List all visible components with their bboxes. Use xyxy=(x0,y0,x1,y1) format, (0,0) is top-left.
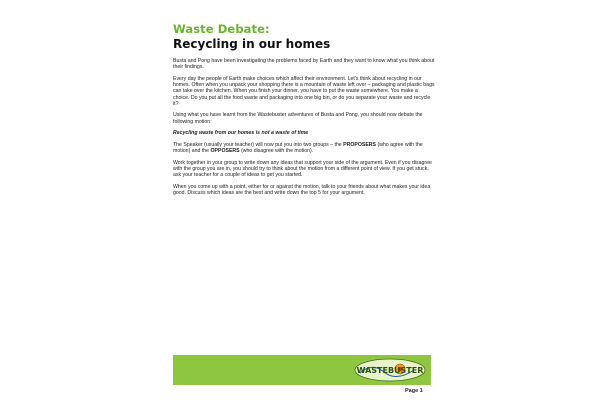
page-number: Page 1 xyxy=(405,388,423,394)
debate-motion: Recycling waste from our homes is not a waste of time xyxy=(173,130,309,137)
heading-kicker: Waste Debate: xyxy=(173,22,270,36)
paragraph-instructions: Using what you have learnt from the Wastebuster adventures of Busta and Pong, you should now debate the following motion: xyxy=(173,112,423,125)
paragraph-teamwork: Work together in your group to write down any ideas that support your side of the argument. Even if you disagree with the group you are in, you should try to think about the motion from a different point of view. If you get stuck, ask your teacher for a couple of ideas to get you started. xyxy=(173,159,432,179)
groups-text-1: The Speaker (usually your teacher) will now put you into two groups – the xyxy=(173,141,344,148)
paragraph-context: Every day the people of Earth make choices which affect their environment. Let's think about recycling in our homes. Often when you unpack your shopping there is a mountain of waste left over – packaging and plastic bags can take over the kitchen. When you finish your dinner, you have to put the waste somewhere. You make a choice. Do you put all the food waste and packaging into one big bin, or do you separate your waste and recycle it? xyxy=(173,75,435,107)
page-title: Recycling in our homes xyxy=(173,37,331,51)
wastebuster-logo xyxy=(354,358,426,382)
paragraph-intro: Busta and Pong have been investigating the problems faced by Earth and they want to know what you think about their findings. xyxy=(173,58,435,71)
body-text xyxy=(173,58,435,201)
groups-text-2: (who agree with the motion) and the xyxy=(173,141,423,155)
proposers-label: PROPOSERS xyxy=(343,141,376,148)
paragraph-groups xyxy=(173,142,435,155)
groups-text-3: (who disagree with the motion). xyxy=(239,148,314,155)
logo-lettering: WASTEBUSTER xyxy=(356,366,424,375)
paragraph-discussion: When you come up with a point, either for or against the motion, talk to your friends about what makes your idea good. Discuss which ideas are the best and write down the top 5 for your argument. xyxy=(173,183,431,196)
opposers-label: OPPOSERS xyxy=(210,148,240,155)
